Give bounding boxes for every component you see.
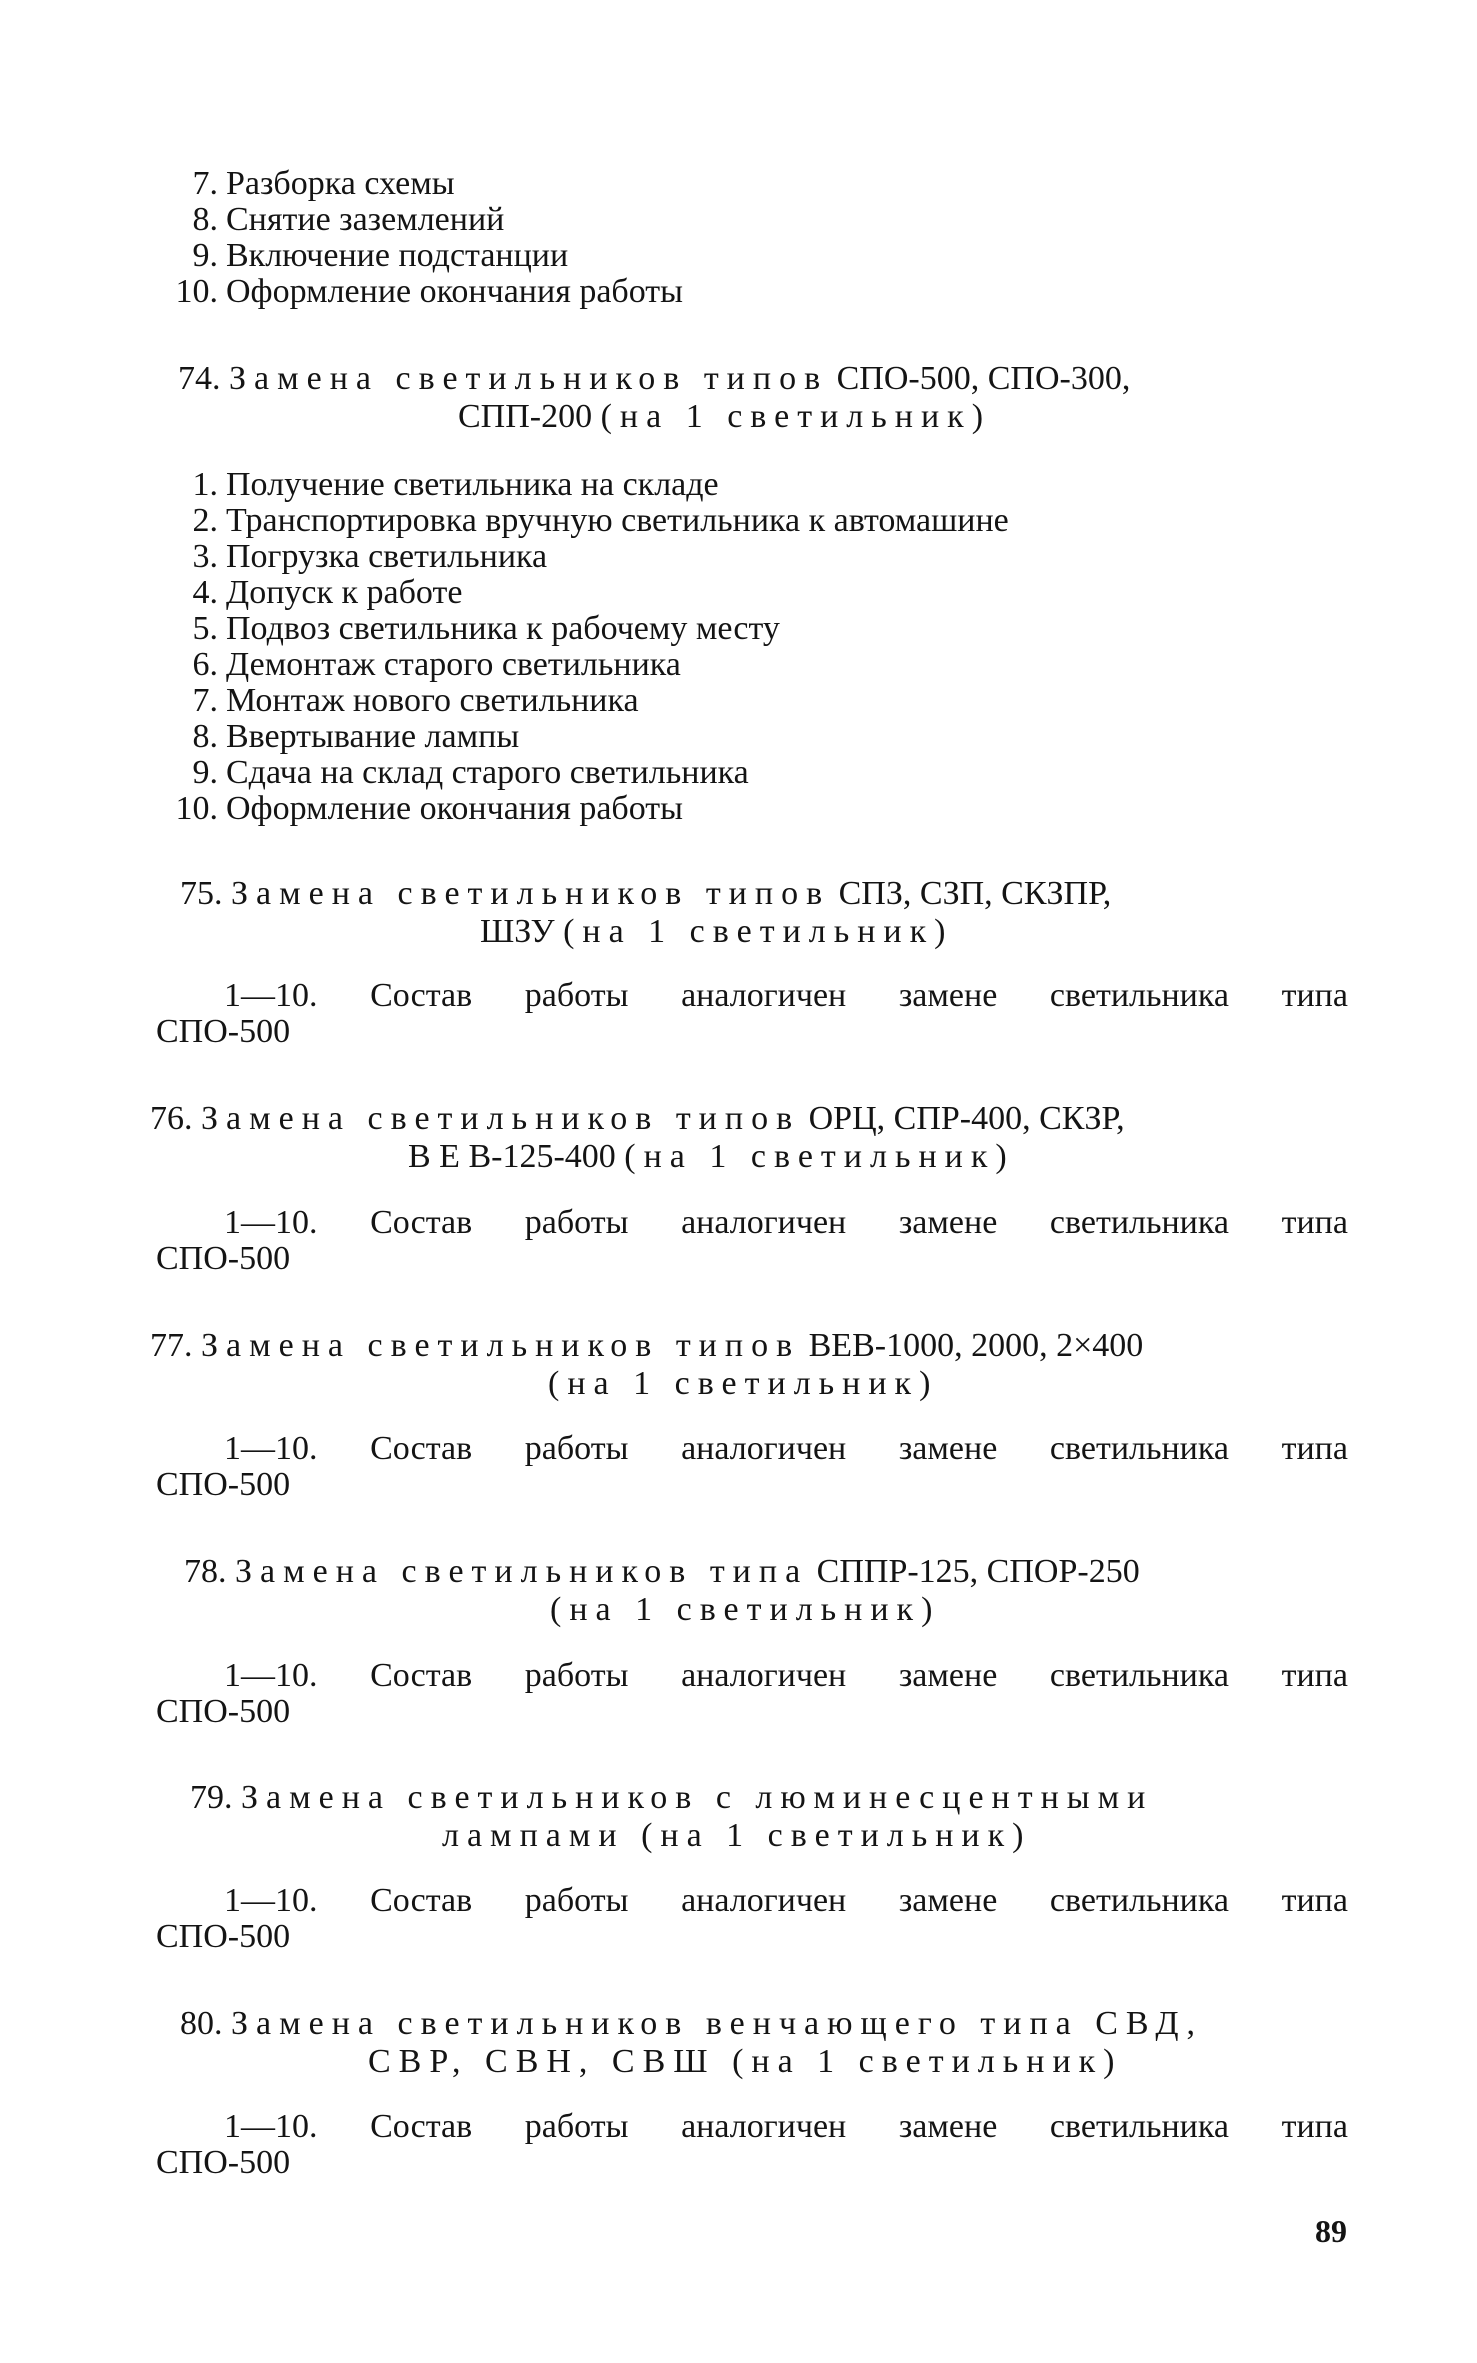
list-item: 3. Погрузка светильника [192, 538, 548, 575]
section-75-heading: 75. Замена светильников типов СПЗ, СЗП, СКЗПР, ШЗУ (на 1 светильник) [180, 875, 1112, 950]
list-item: 10. Оформление окончания работы [175, 790, 683, 827]
page-number: 89 [1315, 2213, 1347, 2249]
section-74-heading: 74. Замена светильников типов СПО-500, СПО-300, СПП-200 (на 1 светильник) [178, 360, 1131, 435]
previous-section-list [170, 166, 683, 310]
section-74-list [170, 467, 1009, 827]
list-item: 9. Включение подстанции [192, 237, 569, 274]
list-item: 8. Ввертывание лампы [192, 718, 520, 755]
section-80-composition: 1—10. Состав работы аналогичен замене светильника типа СПО-500 [156, 2108, 1348, 2181]
section-77-composition: 1—10. Состав работы аналогичен замене светильника типа СПО-500 [156, 1430, 1348, 1503]
list-item: 9. Сдача на склад старого светильника [192, 754, 749, 791]
section-78-composition: 1—10. Состав работы аналогичен замене светильника типа СПО-500 [156, 1657, 1348, 1730]
list-item: 7. Разборка схемы [192, 165, 455, 202]
section-79-heading: 79. Замена светильников с люминесцентными лампами (на 1 светильник) [190, 1779, 1154, 1854]
list-item: 6. Демонтаж старого светильника [192, 646, 681, 683]
list-item: 2. Транспортировка вручную светильника к автомашине [192, 502, 1009, 539]
list-item: 8. Снятие заземлений [192, 201, 505, 238]
list-item: 4. Допуск к работе [192, 574, 463, 611]
section-79-composition: 1—10. Состав работы аналогичен замене светильника типа СПО-500 [156, 1882, 1348, 1955]
list-item: 5. Подвоз светильника к рабочему месту [192, 610, 780, 647]
section-78-heading: 78. Замена светильников типа СППР-125, СПОР-250 (на 1 светильник) [184, 1553, 1140, 1628]
list-item: 1. Получение светильника на складе [192, 466, 719, 503]
section-76-composition: 1—10. Состав работы аналогичен замене светильника типа СПО-500 [156, 1204, 1348, 1277]
section-77-heading: 77. Замена светильников типов ВЕВ-1000, 2000, 2×400 (на 1 светильник) [150, 1327, 1144, 1402]
section-80-heading: 80. Замена светильников венчающего типа СВД, СВР, СВН, СВШ (на 1 светильник) [180, 2005, 1204, 2080]
section-76-heading: 76. Замена светильников типов ОРЦ, СПР-400, СКЗР, В Е В-125-400 (на 1 светильник) [150, 1100, 1125, 1175]
list-item: 7. Монтаж нового светильника [192, 682, 639, 719]
section-75-composition: 1—10. Состав работы аналогичен замене светильника типа СПО-500 [156, 977, 1348, 1050]
list-item: 10. Оформление окончания работы [175, 273, 683, 310]
